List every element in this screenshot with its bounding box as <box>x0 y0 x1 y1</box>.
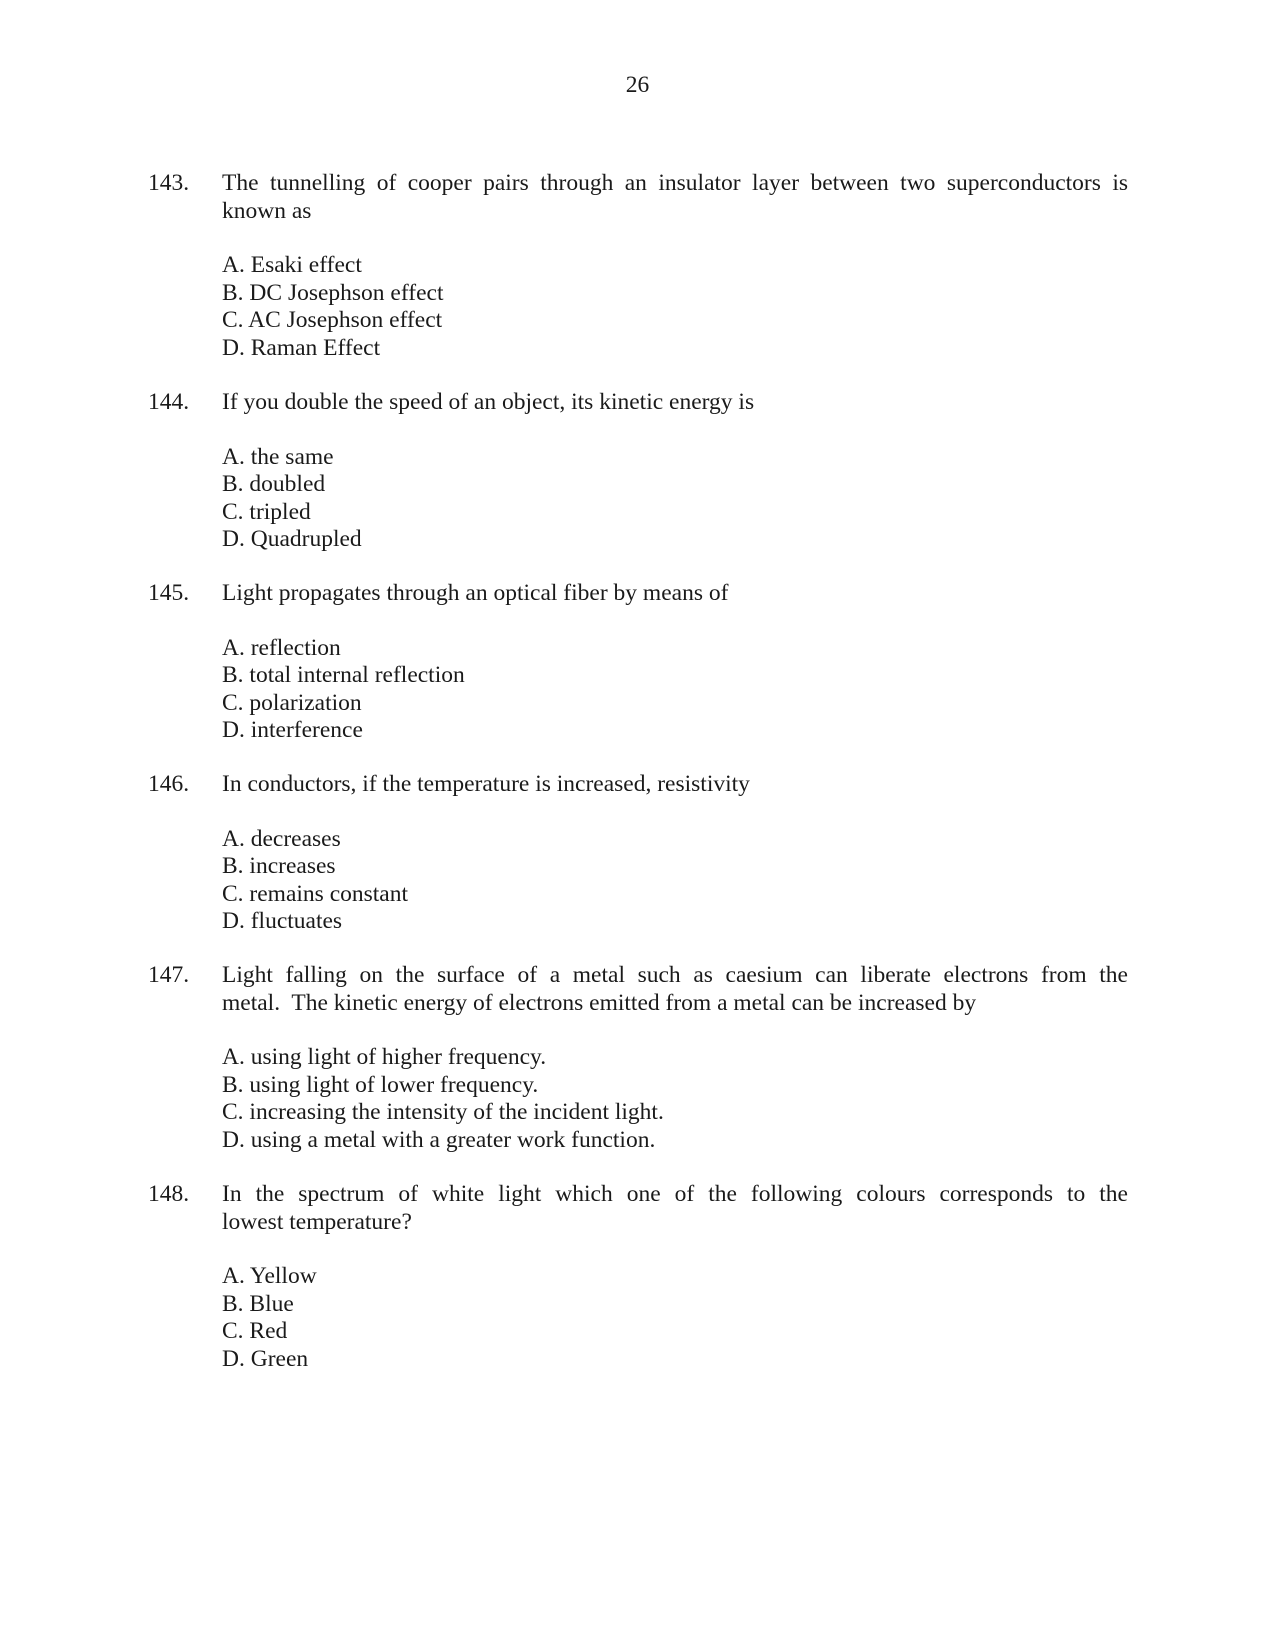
question-144 <box>148 389 1128 554</box>
question-text-line: metal. The kinetic energy of electrons emitted from a metal can be increased by <box>222 989 977 1016</box>
option-a: A. Esaki effect <box>222 252 362 278</box>
option-d: D. using a metal with a greater work function. <box>222 1126 656 1153</box>
option-a: A. using light of higher frequency. <box>222 1044 547 1070</box>
option-d: D. Raman Effect <box>222 334 381 361</box>
question-text <box>222 580 1128 608</box>
option-c: C. Red <box>222 1318 288 1344</box>
option-list <box>222 444 1128 554</box>
question-number: 146. <box>148 771 190 797</box>
option-d: D. fluctuates <box>222 908 343 934</box>
question-143 <box>148 170 1128 362</box>
option-b: B. doubled <box>222 471 326 497</box>
question-text-line: The tunnelling of cooper pairs through an insulator layer between two superconductors is <box>222 170 1128 196</box>
question-text-line: If you double the speed of an object, its kinetic energy is <box>222 389 755 415</box>
option-a: A. Yellow <box>222 1263 317 1289</box>
question-number: 144. <box>148 389 190 415</box>
option-c: C. tripled <box>222 498 311 525</box>
option-c: C. polarization <box>222 689 362 716</box>
question-147 <box>148 962 1128 1154</box>
question-text <box>222 771 1128 799</box>
question-number: 143. <box>148 170 190 196</box>
question-number: 145. <box>148 580 190 606</box>
page-number: 26 <box>625 72 650 98</box>
question-text-line: In the spectrum of white light which one of the following colours corresponds to the <box>222 1181 1128 1207</box>
option-b: B. using light of lower frequency. <box>222 1071 539 1098</box>
option-a: A. the same <box>222 443 334 470</box>
question-text-line: In conductors, if the temperature is increased, resistivity <box>222 771 750 797</box>
question-text <box>222 962 1128 1017</box>
option-c: C. AC Josephson effect <box>222 307 443 333</box>
option-d: D. Green <box>222 1345 309 1372</box>
option-b: B. increases <box>222 853 336 879</box>
question-148 <box>148 1181 1128 1373</box>
option-list <box>222 1263 1128 1373</box>
question-145 <box>148 580 1128 745</box>
option-a: A. decreases <box>222 825 341 852</box>
option-c: C. increasing the intensity of the incident light. <box>222 1099 664 1125</box>
question-146 <box>148 771 1128 936</box>
question-text-line: Light falling on the surface of a metal such as caesium can liberate electrons from the <box>222 962 1128 988</box>
option-b: B. Blue <box>222 1290 294 1317</box>
option-d: D. Quadrupled <box>222 526 362 552</box>
option-b: B. total internal reflection <box>222 662 465 688</box>
question-text <box>222 1181 1128 1236</box>
question-text <box>222 170 1128 225</box>
question-text-line: lowest temperature? <box>222 1208 412 1235</box>
option-a: A. reflection <box>222 634 341 661</box>
question-text <box>222 389 1128 417</box>
option-b: B. DC Josephson effect <box>222 279 444 306</box>
option-list <box>222 1044 1128 1154</box>
question-text-line: Light propagates through an optical fiber by means of <box>222 580 729 606</box>
question-number: 147. <box>148 962 190 988</box>
option-list <box>222 252 1128 362</box>
option-list <box>222 826 1128 936</box>
question-text-line: known as <box>222 197 312 224</box>
option-d: D. interference <box>222 717 363 743</box>
option-list <box>222 635 1128 745</box>
option-c: C. remains constant <box>222 880 409 907</box>
question-number: 148. <box>148 1181 190 1207</box>
